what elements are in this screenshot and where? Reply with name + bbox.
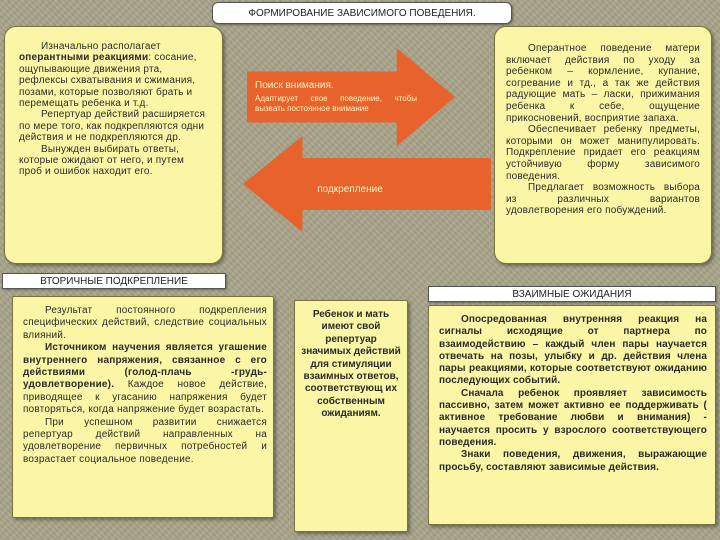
reinforcement-arrow-label: подкрепление bbox=[317, 184, 383, 195]
secondary-paragraph-2 bbox=[23, 342, 267, 416]
mutual-expectations-header: ВЗАИМНЫЕ ОЖИДАНИЯ bbox=[428, 286, 716, 302]
secondary-paragraph-3: При успешном развитии снижается репертуар действий направленных на удовлетворение первичных потребностей и возрастает социальное поведение. bbox=[23, 416, 267, 465]
secondary-paragraph-1: Результат постоянного подкрепления специфических действий, следствие социальных влияний. bbox=[23, 305, 267, 341]
operant-paragraph-2: Репертуар действий расширяется по мере того, как подкрепляются одни действия и не подкрепляются др. bbox=[19, 109, 206, 144]
secondary-rest: Каждое новое действие, приводящее к угасанию напряжения будет повторяться, когда напряжение будет возрастать. bbox=[23, 379, 267, 416]
operant-paragraph-1 bbox=[19, 41, 210, 109]
mother-paragraph-2: Обеспечивает ребенку предметы, которыми он может манипулировать. Подкрепление придает его реакциям устойчивую форму зависимого поведения. bbox=[506, 124, 700, 182]
mutual-paragraph-3: Знаки поведения, движения, выражающие просьбу, составляют зависимые действия. bbox=[439, 449, 707, 473]
mutual-paragraph-1: Опосредованная внутренняя реакция на сигналы исходящие от партнера по взаимодействию – каждый член пары научается отвечать на позы, улыбку и др. действия члена пары реакциями, которые соответствуют ожиданию последующих событий. bbox=[439, 314, 707, 387]
page-title: ФОРМИРОВАНИЕ ЗАВИСИМОГО ПОВЕДЕНИЯ. bbox=[212, 2, 512, 24]
operant-paragraph-3: Вынужден выбирать ответы, которые ожидают от него, и путем проб и ошибок находит его. bbox=[19, 143, 185, 178]
mother-paragraph-3: Предлагает возможность выбора из различных вариантов удовлетворения его побуждений. bbox=[506, 182, 700, 217]
mutual-paragraph-2: Сначала ребенок проявляет зависимость пассивно, затем может активно ее поддерживать ( активное требование любви и внимания) - научается просить у взрослого соответствующего поведения. bbox=[439, 387, 707, 448]
mutual-expectations-box bbox=[428, 305, 716, 525]
operant-keyword: оперантными реакциями bbox=[19, 52, 149, 64]
mother-paragraph-1: Оперантное поведение матери включает действия по уходу за ребенком – кормление, купание, согревание и тд., а так же действия радующие мать – ласки, прижимания ребенка к себе, ощущение прикосновений, восприятие запаха. bbox=[506, 43, 700, 124]
child-mother-box: Ребенок и мать имеют свой репертуар значимых действий для стимуляции взаимных ответов, соответствующ их собственным ожиданиям. bbox=[294, 300, 408, 532]
secondary-reinforcement-box bbox=[12, 296, 274, 518]
secondary-reinforcement-header: ВТОРИЧНЫЕ ПОДКРЕПЛЕНИЕ bbox=[2, 273, 226, 289]
secondary-keyword: Источником научения является угашение внутреннего напряжения, связанное с его действиями (голод-плачь -грудь-удовлетворение). bbox=[23, 342, 267, 391]
operant-lead: Изначально располагает bbox=[41, 41, 161, 52]
operant-reactions-box bbox=[4, 26, 223, 264]
attention-arrow-text: Адаптирует свое поведение, чтобы вызвать постоянное внимание bbox=[255, 94, 417, 113]
operant-rest: : сосание, ощупывающие движения рта, рефлексы схватывания и сжимания, позами, которые позволяют брать и перемещать ребенка и т.д. bbox=[19, 52, 197, 110]
attention-arrow-title: Поиск внимания. bbox=[255, 80, 334, 91]
mother-behavior-box bbox=[494, 26, 712, 264]
